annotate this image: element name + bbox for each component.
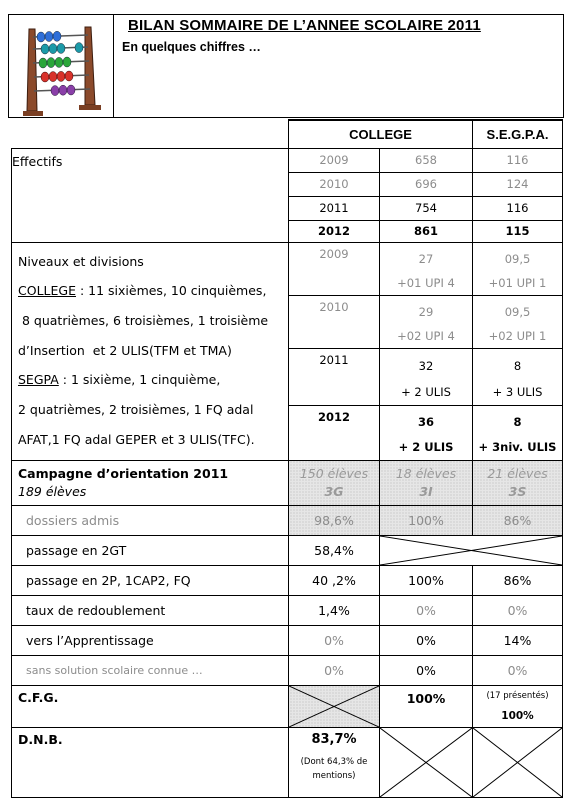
effectifs-segpa: 124 [473, 172, 563, 196]
segpa-word: SEGPA [18, 372, 59, 388]
page-title: BILAN SOMMAIRE DE L’ANNEE SCOLAIRE 2011 [128, 17, 481, 34]
orientation-row [12, 655, 563, 685]
niveaux-college: 27 +01 UPI 4 [380, 242, 473, 295]
orientation-value: 58,4% [289, 535, 380, 565]
niveaux-segpa: 09,5 +02 UPI 1 [473, 295, 563, 348]
orientation-college-3g: 150 élèves 3G [289, 460, 380, 505]
orientation-label: vers l’Apprentissage [12, 625, 289, 655]
orientation-row [12, 595, 563, 625]
cfg-value: 100% [380, 685, 473, 727]
orientation-college-3i: 18 élèves 3I [380, 460, 473, 505]
orientation-value: 86% [473, 505, 563, 535]
niveaux-line: d’Insertion et 2 ULIS(TFM et TMA) [18, 342, 232, 358]
niveaux-line: 8 quatrièmes, 6 troisièmes, 1 troisième [18, 312, 269, 328]
cfg-label: C.F.G. [12, 685, 289, 727]
crossed-cell [380, 727, 473, 797]
effectifs-segpa: 116 [473, 196, 563, 220]
orientation-row [12, 535, 563, 565]
orientation-value: 14% [473, 625, 563, 655]
effectifs-year: 2009 [289, 148, 380, 172]
orientation-value: 0% [473, 655, 563, 685]
orientation-value: 40 ,2% [289, 565, 380, 595]
orientation-value: 1,4% [289, 595, 380, 625]
orientation-row [12, 565, 563, 595]
crossed-cell [473, 727, 563, 797]
niveaux-college: 36 + 2 ULIS [380, 405, 473, 460]
abacus-icon [9, 15, 114, 117]
effectifs-year: 2010 [289, 172, 380, 196]
dnb-value-cell: 83,7% (Dont 64,3% de mentions) [289, 727, 380, 797]
niveaux-year: 2009 [289, 242, 380, 295]
empty-corner [12, 120, 289, 148]
orientation-value: 100% [380, 505, 473, 535]
orientation-value: 0% [473, 595, 563, 625]
column-header-segpa: S.E.G.P.A. [473, 120, 563, 148]
orientation-value: 0% [380, 595, 473, 625]
effectifs-college: 658 [380, 148, 473, 172]
orientation-label: sans solution scolaire connue … [12, 655, 289, 685]
page-subtitle: En quelques chiffres … [122, 40, 261, 54]
crossed-cell [289, 685, 380, 727]
orientation-value: 0% [289, 625, 380, 655]
orientation-value: 86% [473, 565, 563, 595]
niveaux-description [12, 242, 289, 460]
orientation-header: Campagne d’orientation 2011 189 élèves [12, 460, 289, 505]
niveaux-college: 29 +02 UPI 4 [380, 295, 473, 348]
effectifs-segpa: 116 [473, 148, 563, 172]
effectifs-college: 696 [380, 172, 473, 196]
niveaux-line: COLLEGE : 11 sixièmes, 10 cinquièmes, [18, 283, 267, 299]
niveaux-segpa: 8 + 3 ULIS [473, 348, 563, 405]
effectifs-college: 754 [380, 196, 473, 220]
college-word: COLLEGE [18, 283, 76, 299]
crossed-cell [380, 535, 563, 565]
niveaux-year: 2012 [289, 405, 380, 460]
orientation-row [12, 625, 563, 655]
niveaux-segpa: 8 + 3niv. ULIS [473, 405, 563, 460]
orientation-label: passage en 2GT [12, 535, 289, 565]
effectifs-college: 861 [380, 220, 473, 242]
niveaux-line: 2 quatrièmes, 2 troisièmes, 1 FQ adal [18, 402, 254, 418]
column-header-college: COLLEGE [289, 120, 473, 148]
orientation-value: 0% [380, 655, 473, 685]
effectifs-year: 2011 [289, 196, 380, 220]
effectifs-year: 2012 [289, 220, 380, 242]
orientation-segpa-3s: 21 élèves 3S [473, 460, 563, 505]
orientation-value: 0% [380, 625, 473, 655]
niveaux-year: 2010 [289, 295, 380, 348]
orientation-value: 0% [289, 655, 380, 685]
niveaux-line: Niveaux et divisions [18, 253, 144, 269]
report-table [11, 119, 563, 798]
orientation-label: passage en 2P, 1CAP2, FQ [12, 565, 289, 595]
effectifs-segpa: 115 [473, 220, 563, 242]
niveaux-year: 2011 [289, 348, 380, 405]
niveaux-college: 32 + 2 ULIS [380, 348, 473, 405]
niveaux-line: SEGPA : 1 sixième, 1 cinquième, [18, 372, 221, 388]
effectifs-label: Effectifs [12, 148, 289, 242]
cfg-segpa: (17 présentés) 100% [473, 685, 563, 727]
dnb-label: D.N.B. [12, 727, 289, 797]
niveaux-segpa: 09,5 +01 UPI 1 [473, 242, 563, 295]
orientation-label: taux de redoublement [12, 595, 289, 625]
orientation-label: dossiers admis [12, 505, 289, 535]
orientation-row [12, 505, 563, 535]
niveaux-line: AFAT,1 FQ adal GEPER et 3 ULIS(TFC). [18, 431, 255, 447]
orientation-value: 98,6% [289, 505, 380, 535]
orientation-value: 100% [380, 565, 473, 595]
